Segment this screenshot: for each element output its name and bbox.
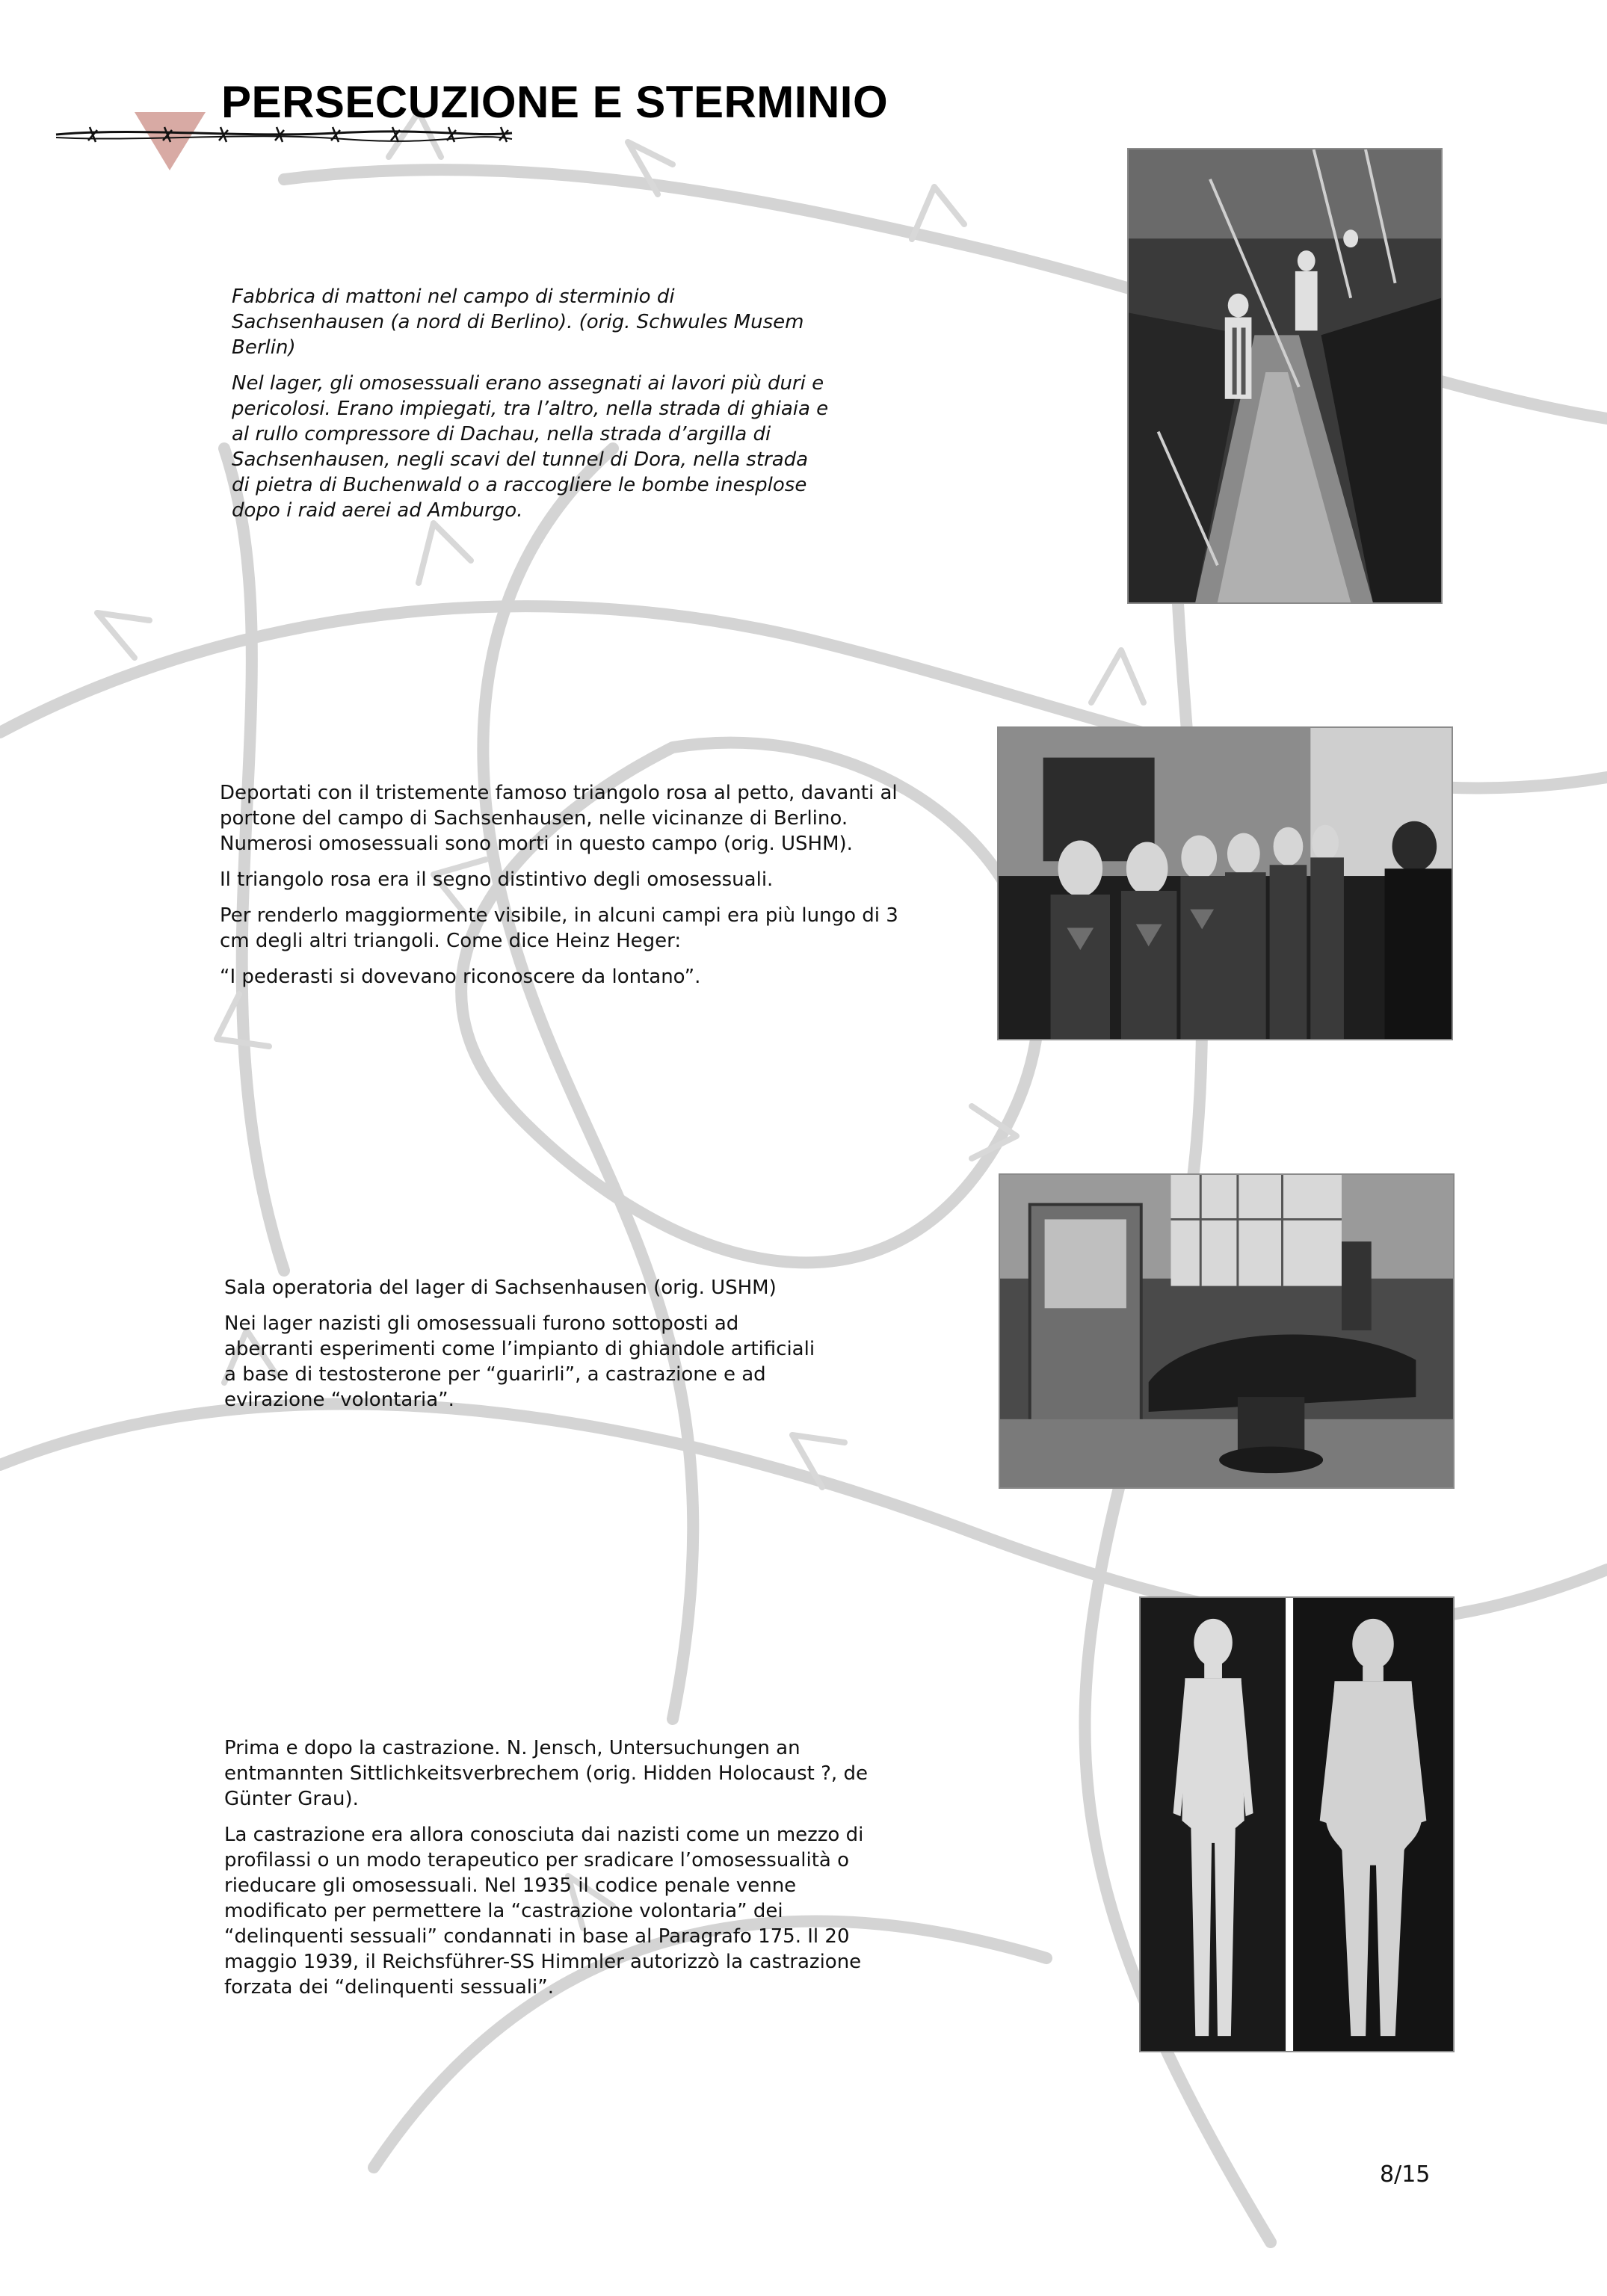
deportees-photo-icon bbox=[999, 728, 1452, 1039]
page-title: PERSECUZIONE E STERMINIO bbox=[221, 77, 889, 127]
section-pink-triangle-text bbox=[220, 780, 922, 1000]
body-operating-room: Nei lager nazisti gli omosessuali furono sottoposti ad aberranti esperimenti come l’impianto di ghiandole artificiali a base di testosterone per “guarirli”, a castrazione e ad evirazione “volontaria”. bbox=[224, 1312, 815, 1411]
photo-brick-factory bbox=[1127, 148, 1443, 604]
operating-room-photo-icon bbox=[1000, 1175, 1453, 1487]
caption-brick-factory: Fabbrica di mattoni nel campo di sterminio di Sachsenhausen (a nord di Berlino). (orig. Schwules Musem Berlin) bbox=[232, 286, 804, 359]
body-castration: La castrazione era allora conosciuta dai nazisti come un mezzo di profilassi o un modo terapeutico per sradicare l’omosessualità o rieducare gli omosessuali. Nel 1935 il codice penale venne modificato per permettere la “castrazione volontaria” dei “delinquenti sessuali” condannati in base al Paragrafo 175. Il 20 maggio 1939, il Reichsführer-SS Himmler autorizzò la castrazione forzata dei “delinquenti sessuali”. bbox=[224, 1824, 864, 1999]
body-pink-triangle-quote: “I pederasti si dovevano riconoscere da lontano”. bbox=[220, 966, 701, 988]
photo-before-after bbox=[1139, 1596, 1455, 2052]
section-brick-factory-text bbox=[232, 284, 830, 534]
body-pink-triangle-1: Il triangolo rosa era il segno distintivo degli omosessuali. bbox=[220, 868, 774, 891]
section-castration-text bbox=[224, 1735, 882, 2010]
body-pink-triangle-2: Per renderlo maggiormente visibile, in alcuni campi era più lungo di 3 cm degli altri triangoli. Come dice Heinz Heger: bbox=[220, 904, 898, 952]
brick-factory-photo-icon bbox=[1129, 149, 1441, 602]
body-brick-factory: Nel lager, gli omosessuali erano assegnati ai lavori più duri e pericolosi. Erano impiegati, tra l’altro, nella strada di ghiaia e al rullo compressore di Dachau, nella strada d’argilla di Sachsenhausen, negli scavi del tunnel di Dora, nella strada di pietra di Buchenwald o a raccogliere le bombe inesplose dopo i raid aerei ad Amburgo. bbox=[232, 372, 829, 522]
photo-operating-room bbox=[999, 1173, 1455, 1489]
photo-deportees bbox=[997, 726, 1453, 1040]
caption-pink-triangle: Deportati con il tristemente famoso triangolo rosa al petto, davanti al portone del campo di Sachsenhausen, nelle vicinanze di Berlino. Numerosi omosessuali sono morti in questo campo (orig. USHM). bbox=[220, 782, 898, 855]
section-operating-room-text bbox=[224, 1275, 830, 1423]
page-number: 8/15 bbox=[1380, 2161, 1431, 2188]
caption-operating-room: Sala operatoria del lager di Sachsenhausen (orig. USHM) bbox=[224, 1277, 777, 1299]
before-after-photo-icon bbox=[1141, 1598, 1453, 2051]
caption-castration: Prima e dopo la castrazione. N. Jensch, Untersuchungen an entmannten Sittlichkeitsverbrechem (orig. Hidden Holocaust ?, de Günter Grau). bbox=[224, 1737, 868, 1810]
